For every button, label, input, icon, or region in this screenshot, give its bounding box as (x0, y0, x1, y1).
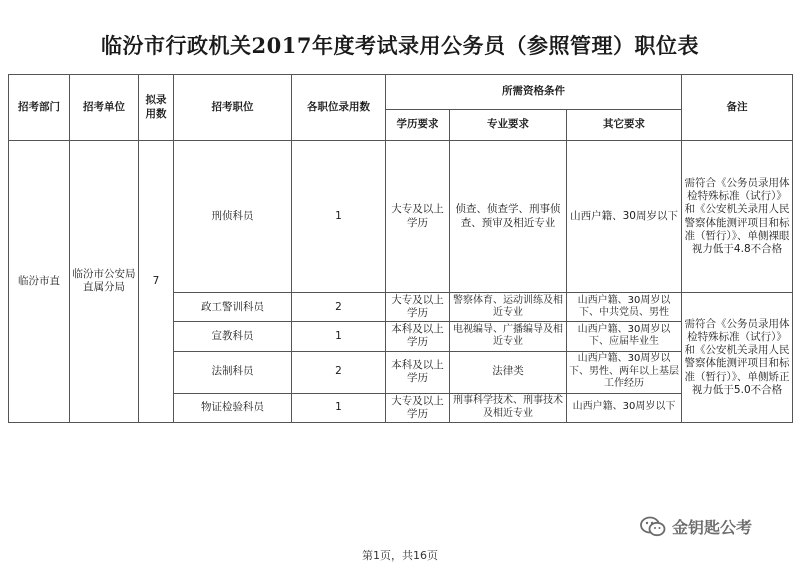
positions-table (8, 74, 793, 423)
wechat-icon (640, 516, 666, 538)
position-cell: 物证检验科员 (174, 393, 292, 422)
position-count-cell: 1 (292, 322, 386, 351)
major-cell: 法律类 (450, 351, 567, 393)
position-cell: 政工警训科员 (174, 293, 292, 322)
education-cell: 大专及以上学历 (386, 141, 450, 293)
position-count-cell: 2 (292, 351, 386, 393)
header-other: 其它要求 (567, 110, 682, 141)
header-education: 学历要求 (386, 110, 450, 141)
education-cell: 本科及以上学历 (386, 322, 450, 351)
header-position: 招考职位 (174, 75, 292, 141)
education-cell: 本科及以上学历 (386, 351, 450, 393)
position-cell: 刑侦科员 (174, 141, 292, 293)
education-cell: 大专及以上学历 (386, 393, 450, 422)
page-title: 临汾市行政机关2017年度考试录用公务员（参照管理）职位表 (101, 33, 699, 58)
other-cell: 山西户籍、30周岁以下、应届毕业生 (567, 322, 682, 351)
count-cell: 7 (139, 141, 174, 423)
dept-cell: 临汾市直 (9, 141, 70, 423)
position-cell: 法制科员 (174, 351, 292, 393)
major-cell: 电视编导、广播编导及相近专业 (450, 322, 567, 351)
header-dept: 招考部门 (9, 75, 70, 141)
notes-cell: 需符合《公务员录用体检特殊标准（试行）》和《公安机关录用人民警察体能测评项目和标准（暂行）》、单侧矫正视力低于5.0不合格 (682, 293, 793, 423)
header-major: 专业要求 (450, 110, 567, 141)
major-cell: 刑事科学技术、刑事技术及相近专业 (450, 393, 567, 422)
header-row-1 (9, 75, 793, 110)
position-cell: 宣教科员 (174, 322, 292, 351)
position-count-cell: 1 (292, 141, 386, 293)
header-requirements: 所需资格条件 (386, 75, 682, 110)
header-position-count: 各职位录用数 (292, 75, 386, 141)
other-cell: 山西户籍、30周岁以下 (567, 141, 682, 293)
position-count-cell: 1 (292, 393, 386, 422)
watermark-label: 金钥匙公考 (672, 518, 753, 537)
major-cell: 警察体育、运动训练及相近专业 (450, 293, 567, 322)
page-footer: 第1页，共16页 (362, 549, 438, 562)
notes-cell: 需符合《公务员录用体检特殊标准（试行）》和《公安机关录用人民警察体能测评项目和标准（暂行）》、单侧裸眼视力低于4.8不合格 (682, 141, 793, 293)
header-unit: 招考单位 (70, 75, 139, 141)
education-cell: 大专及以上学历 (386, 293, 450, 322)
other-cell: 山西户籍、30周岁以下、中共党员、男性 (567, 293, 682, 322)
other-cell: 山西户籍、30周岁以下 (567, 393, 682, 422)
unit-cell: 临汾市公安局直属分局 (70, 141, 139, 423)
table-row (9, 141, 793, 293)
header-count: 拟录用数 (139, 75, 174, 141)
major-cell: 侦查、侦查学、刑事侦查、预审及相近专业 (450, 141, 567, 293)
watermark (640, 515, 752, 538)
position-count-cell: 2 (292, 293, 386, 322)
header-notes: 备注 (682, 75, 793, 141)
other-cell: 山西户籍、30周岁以下、男性、两年以上基层工作经历 (567, 351, 682, 393)
